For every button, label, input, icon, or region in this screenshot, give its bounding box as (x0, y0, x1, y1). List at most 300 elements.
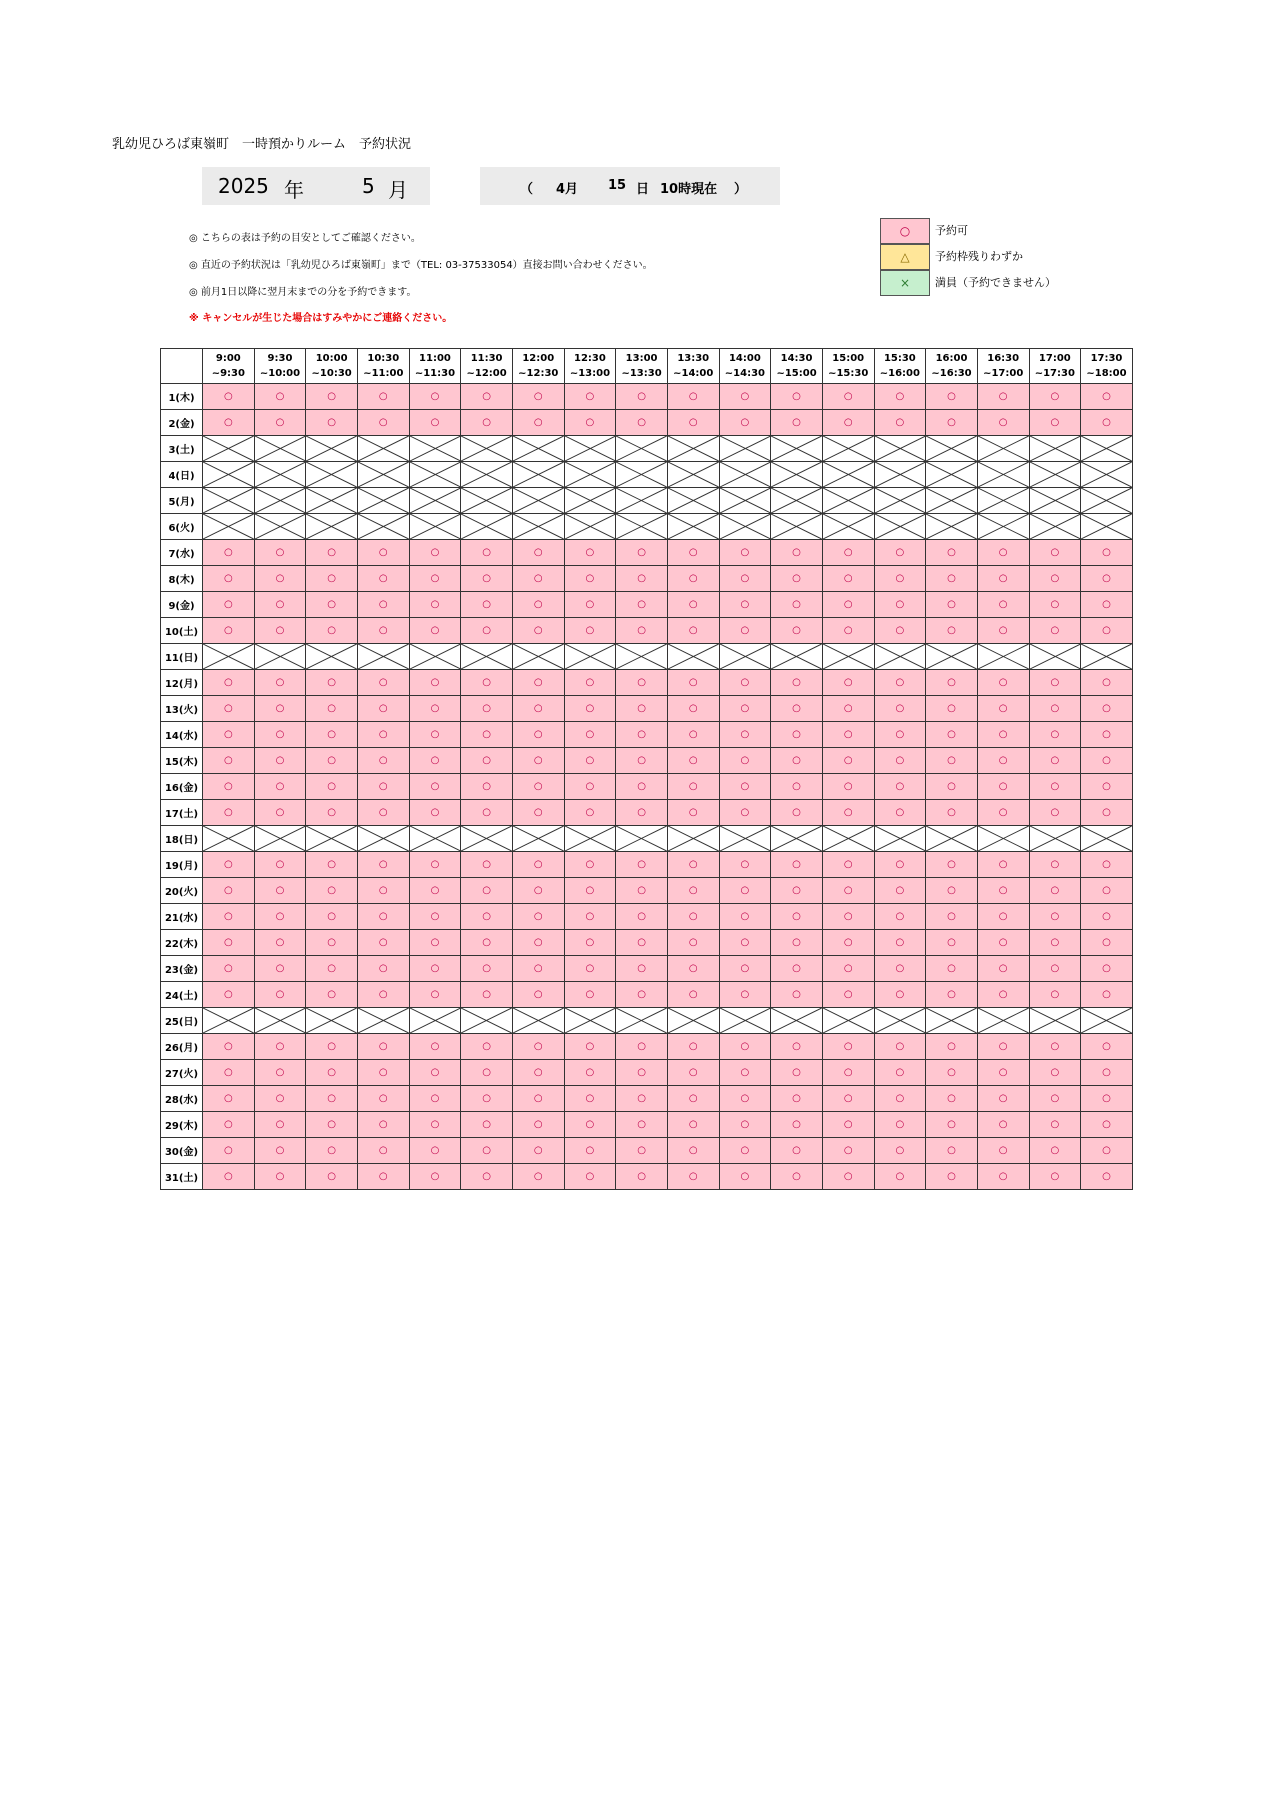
slot-end: ~11:30 (414, 368, 456, 379)
available-cell: ○ (822, 722, 874, 748)
available-cell: ○ (977, 904, 1029, 930)
table-row (161, 384, 1133, 410)
available-cell: ○ (254, 1060, 306, 1086)
available-cell: ○ (461, 982, 513, 1008)
slot-end: ~14:30 (724, 368, 765, 379)
table-row (161, 904, 1133, 930)
slot-end: ~10:00 (259, 368, 301, 379)
closed-cell (926, 514, 978, 540)
available-cell: ○ (822, 982, 874, 1008)
slot-header (203, 349, 255, 384)
available-cell: ○ (667, 1060, 719, 1086)
available-cell: ○ (203, 1112, 255, 1138)
closed-cell (564, 488, 616, 514)
available-cell: ○ (616, 1060, 668, 1086)
slot-start: 14:00 (728, 353, 761, 364)
available-cell: ○ (512, 566, 564, 592)
slot-end: ~12:00 (466, 368, 507, 379)
available-cell: ○ (771, 722, 823, 748)
available-cell: ○ (874, 956, 926, 982)
available-cell: ○ (771, 1086, 823, 1112)
available-cell: ○ (822, 566, 874, 592)
closed-cell (719, 514, 771, 540)
available-cell: ○ (926, 1060, 978, 1086)
slot-end: ~15:00 (776, 368, 817, 379)
closed-cross-icon (926, 826, 977, 851)
closed-cross-icon (306, 1008, 357, 1033)
slot-header (564, 349, 616, 384)
closed-cross-icon (461, 436, 512, 461)
available-cell: ○ (1029, 1112, 1081, 1138)
available-cell: ○ (667, 1086, 719, 1112)
closed-cell (203, 514, 255, 540)
closed-cell (357, 826, 409, 852)
closed-cross-icon (410, 514, 461, 539)
available-cell: ○ (822, 410, 874, 436)
available-cell: ○ (512, 722, 564, 748)
closed-cell (667, 488, 719, 514)
closed-cell (357, 644, 409, 670)
available-cell: ○ (461, 852, 513, 878)
available-cell: ○ (1081, 1060, 1133, 1086)
available-cell: ○ (1029, 774, 1081, 800)
available-cell: ○ (977, 618, 1029, 644)
available-cell: ○ (926, 384, 978, 410)
slot-start: 13:30 (677, 353, 710, 364)
available-cell: ○ (926, 852, 978, 878)
available-cell: ○ (822, 1112, 874, 1138)
closed-cell (874, 514, 926, 540)
available-cell: ○ (719, 722, 771, 748)
table-row (161, 800, 1133, 826)
slot-start: 9:00 (215, 353, 241, 364)
available-cell: ○ (616, 618, 668, 644)
available-cell: ○ (667, 696, 719, 722)
available-cell: ○ (667, 384, 719, 410)
closed-cell (719, 826, 771, 852)
closed-cross-icon (978, 644, 1029, 669)
available-cell: ○ (822, 696, 874, 722)
closed-cross-icon (823, 644, 874, 669)
available-cell: ○ (926, 956, 978, 982)
closed-cell (409, 644, 461, 670)
available-cell: ○ (564, 384, 616, 410)
available-cell: ○ (977, 1112, 1029, 1138)
available-cell: ○ (1029, 800, 1081, 826)
available-cell: ○ (564, 1112, 616, 1138)
closed-cell (719, 462, 771, 488)
available-cell: ○ (822, 878, 874, 904)
available-cell: ○ (874, 592, 926, 618)
slot-start: 13:00 (625, 353, 658, 364)
closed-cross-icon (1081, 514, 1132, 539)
day-label: 2(金) (161, 410, 203, 436)
closed-cross-icon (513, 826, 564, 851)
available-cell: ○ (306, 1164, 358, 1190)
available-cell: ○ (977, 774, 1029, 800)
available-cell: ○ (254, 748, 306, 774)
closed-cell (771, 644, 823, 670)
day-label: 28(水) (161, 1086, 203, 1112)
closed-cell (719, 488, 771, 514)
available-cell: ○ (564, 410, 616, 436)
closed-cross-icon (1030, 436, 1081, 461)
available-cell: ○ (306, 930, 358, 956)
available-cell: ○ (616, 774, 668, 800)
available-cell: ○ (822, 956, 874, 982)
slot-start: 16:00 (935, 353, 968, 364)
closed-cell (977, 488, 1029, 514)
available-cell: ○ (719, 852, 771, 878)
day-label: 8(木) (161, 566, 203, 592)
closed-cell (254, 644, 306, 670)
available-cell: ○ (719, 410, 771, 436)
available-cell: ○ (512, 956, 564, 982)
available-cell: ○ (719, 384, 771, 410)
available-cell: ○ (1029, 618, 1081, 644)
closed-cell (977, 514, 1029, 540)
available-cell: ○ (719, 748, 771, 774)
closed-cell (512, 1008, 564, 1034)
closed-cell (461, 488, 513, 514)
slot-start: 15:00 (832, 353, 865, 364)
available-cell: ○ (409, 878, 461, 904)
available-cell: ○ (719, 618, 771, 644)
available-cell: ○ (1029, 1034, 1081, 1060)
available-cell: ○ (822, 1138, 874, 1164)
available-cell: ○ (203, 800, 255, 826)
closed-cell (564, 1008, 616, 1034)
available-cell: ○ (512, 592, 564, 618)
slot-start: 10:00 (315, 353, 348, 364)
closed-cell (771, 488, 823, 514)
available-cell: ○ (719, 670, 771, 696)
slot-end: ~12:30 (518, 368, 559, 379)
table-row (161, 618, 1133, 644)
available-cell: ○ (771, 1034, 823, 1060)
legend-symbol-2: × (880, 270, 930, 296)
closed-cross-icon (616, 436, 667, 461)
available-cell: ○ (306, 956, 358, 982)
available-cell: ○ (667, 904, 719, 930)
slot-start: 17:00 (1038, 353, 1071, 364)
closed-cell (1081, 514, 1133, 540)
closed-cross-icon (255, 436, 306, 461)
available-cell: ○ (719, 774, 771, 800)
closed-cross-icon (461, 488, 512, 513)
available-cell: ○ (667, 566, 719, 592)
available-cell: ○ (977, 384, 1029, 410)
closed-cross-icon (720, 644, 771, 669)
day-label: 17(土) (161, 800, 203, 826)
available-cell: ○ (357, 956, 409, 982)
available-cell: ○ (254, 1112, 306, 1138)
available-cell: ○ (616, 1086, 668, 1112)
available-cell: ○ (719, 800, 771, 826)
available-cell: ○ (254, 930, 306, 956)
closed-cross-icon (771, 644, 822, 669)
available-cell: ○ (306, 384, 358, 410)
available-cell: ○ (616, 748, 668, 774)
available-cell: ○ (1029, 1164, 1081, 1190)
day-label: 10(土) (161, 618, 203, 644)
available-cell: ○ (822, 774, 874, 800)
available-cell: ○ (616, 1112, 668, 1138)
available-cell: ○ (409, 384, 461, 410)
day-label: 6(火) (161, 514, 203, 540)
available-cell: ○ (461, 722, 513, 748)
available-cell: ○ (977, 930, 1029, 956)
slot-header (719, 349, 771, 384)
slot-header (977, 349, 1029, 384)
closed-cell (771, 462, 823, 488)
available-cell: ○ (306, 774, 358, 800)
closed-cross-icon (926, 436, 977, 461)
closed-cross-icon (513, 1008, 564, 1033)
closed-cross-icon (720, 826, 771, 851)
available-cell: ○ (771, 384, 823, 410)
available-cell: ○ (977, 566, 1029, 592)
closed-cross-icon (1030, 514, 1081, 539)
available-cell: ○ (771, 410, 823, 436)
closed-cross-icon (616, 514, 667, 539)
available-cell: ○ (564, 800, 616, 826)
available-cell: ○ (306, 566, 358, 592)
reservation-table (160, 348, 1133, 1190)
day-label: 5(月) (161, 488, 203, 514)
available-cell: ○ (1081, 410, 1133, 436)
available-cell: ○ (512, 410, 564, 436)
available-cell: ○ (977, 1034, 1029, 1060)
slot-start: 12:30 (574, 353, 606, 364)
closed-cross-icon (358, 488, 409, 513)
year-month-display (202, 167, 430, 205)
closed-cell (874, 488, 926, 514)
available-cell: ○ (822, 800, 874, 826)
available-cell: ○ (254, 566, 306, 592)
day-label: 18(日) (161, 826, 203, 852)
available-cell: ○ (719, 1112, 771, 1138)
closed-cross-icon (875, 644, 926, 669)
available-cell: ○ (667, 930, 719, 956)
available-cell: ○ (977, 592, 1029, 618)
closed-cross-icon (720, 462, 771, 487)
as-of-month: 4月 (556, 182, 579, 197)
closed-cross-icon (565, 436, 616, 461)
closed-cell (512, 644, 564, 670)
closed-cell (564, 514, 616, 540)
closed-cross-icon (358, 644, 409, 669)
closed-cell (616, 488, 668, 514)
available-cell: ○ (822, 1060, 874, 1086)
closed-cross-icon (306, 488, 357, 513)
closed-cross-icon (720, 488, 771, 513)
available-cell: ○ (926, 982, 978, 1008)
available-cell: ○ (357, 774, 409, 800)
available-cell: ○ (564, 1034, 616, 1060)
available-cell: ○ (926, 722, 978, 748)
available-cell: ○ (461, 1112, 513, 1138)
available-cell: ○ (1081, 1138, 1133, 1164)
closed-cross-icon (668, 644, 719, 669)
available-cell: ○ (564, 748, 616, 774)
available-cell: ○ (874, 878, 926, 904)
available-cell: ○ (306, 540, 358, 566)
slot-end: ~9:30 (211, 368, 245, 379)
available-cell: ○ (926, 1112, 978, 1138)
available-cell: ○ (667, 956, 719, 982)
available-cell: ○ (1029, 930, 1081, 956)
available-cell: ○ (409, 982, 461, 1008)
available-cell: ○ (822, 592, 874, 618)
closed-cell (461, 514, 513, 540)
closed-cross-icon (255, 826, 306, 851)
available-cell: ○ (306, 982, 358, 1008)
available-cell: ○ (409, 1034, 461, 1060)
available-cell: ○ (203, 540, 255, 566)
closed-cross-icon (306, 826, 357, 851)
closed-cell (357, 462, 409, 488)
closed-cross-icon (1030, 1008, 1081, 1033)
available-cell: ○ (1029, 670, 1081, 696)
available-cell: ○ (254, 722, 306, 748)
closed-cell (564, 644, 616, 670)
note-1: ◎ こちらの表は予約の目安としてご確認ください。 (189, 233, 421, 244)
closed-cross-icon (306, 436, 357, 461)
available-cell: ○ (926, 670, 978, 696)
slot-end: ~17:30 (1034, 368, 1075, 379)
available-cell: ○ (357, 1034, 409, 1060)
closed-cell (306, 1008, 358, 1034)
closed-cross-icon (926, 462, 977, 487)
closed-cross-icon (565, 1008, 616, 1033)
day-label: 22(木) (161, 930, 203, 956)
available-cell: ○ (306, 670, 358, 696)
closed-cell (874, 436, 926, 462)
closed-cross-icon (358, 1008, 409, 1033)
table-row (161, 436, 1133, 462)
available-cell: ○ (254, 774, 306, 800)
day-label: 7(水) (161, 540, 203, 566)
available-cell: ○ (822, 540, 874, 566)
available-cell: ○ (203, 852, 255, 878)
closed-cross-icon (771, 462, 822, 487)
slot-header (616, 349, 668, 384)
available-cell: ○ (926, 566, 978, 592)
available-cell: ○ (1029, 592, 1081, 618)
closed-cell (512, 462, 564, 488)
closed-cell (306, 826, 358, 852)
closed-cell (1081, 436, 1133, 462)
available-cell: ○ (461, 540, 513, 566)
available-cell: ○ (512, 670, 564, 696)
closed-cell (1029, 462, 1081, 488)
available-cell: ○ (357, 1086, 409, 1112)
available-cell: ○ (1081, 384, 1133, 410)
closed-cell (926, 436, 978, 462)
available-cell: ○ (203, 722, 255, 748)
available-cell: ○ (926, 800, 978, 826)
available-cell: ○ (306, 696, 358, 722)
closed-cross-icon (306, 514, 357, 539)
available-cell: ○ (409, 410, 461, 436)
available-cell: ○ (357, 566, 409, 592)
closed-cell (461, 644, 513, 670)
available-cell: ○ (771, 540, 823, 566)
closed-cell (719, 436, 771, 462)
available-cell: ○ (926, 592, 978, 618)
available-cell: ○ (926, 696, 978, 722)
available-cell: ○ (616, 956, 668, 982)
closed-cross-icon (978, 826, 1029, 851)
closed-cell (409, 514, 461, 540)
closed-cell (926, 462, 978, 488)
available-cell: ○ (203, 774, 255, 800)
closed-cross-icon (1030, 462, 1081, 487)
available-cell: ○ (306, 410, 358, 436)
available-cell: ○ (874, 696, 926, 722)
available-cell: ○ (1081, 1164, 1133, 1190)
closed-cell (874, 1008, 926, 1034)
available-cell: ○ (306, 904, 358, 930)
available-cell: ○ (357, 670, 409, 696)
closed-cross-icon (358, 826, 409, 851)
available-cell: ○ (719, 1034, 771, 1060)
available-cell: ○ (977, 696, 1029, 722)
closed-cross-icon (306, 644, 357, 669)
available-cell: ○ (1029, 722, 1081, 748)
available-cell: ○ (564, 696, 616, 722)
slot-header (822, 349, 874, 384)
available-cell: ○ (977, 722, 1029, 748)
closed-cell (822, 644, 874, 670)
legend-label-2: 満員（予約できません） (935, 276, 1056, 289)
available-cell: ○ (771, 852, 823, 878)
closed-cross-icon (410, 644, 461, 669)
available-cell: ○ (822, 930, 874, 956)
available-cell: ○ (306, 1138, 358, 1164)
slot-end: ~16:00 (879, 368, 920, 379)
available-cell: ○ (719, 1086, 771, 1112)
closed-cross-icon (978, 462, 1029, 487)
table-row (161, 514, 1133, 540)
available-cell: ○ (203, 410, 255, 436)
available-cell: ○ (926, 904, 978, 930)
available-cell: ○ (254, 618, 306, 644)
closed-cell (306, 488, 358, 514)
closed-cross-icon (203, 644, 254, 669)
available-cell: ○ (1081, 1034, 1133, 1060)
closed-cell (822, 514, 874, 540)
closed-cross-icon (461, 826, 512, 851)
closed-cell (461, 436, 513, 462)
available-cell: ○ (667, 540, 719, 566)
available-cell: ○ (512, 774, 564, 800)
available-cell: ○ (822, 1086, 874, 1112)
available-cell: ○ (1081, 904, 1133, 930)
as-of-day-unit: 日 (636, 182, 650, 197)
available-cell: ○ (616, 722, 668, 748)
available-cell: ○ (1081, 540, 1133, 566)
available-cell: ○ (874, 800, 926, 826)
closed-cell (203, 1008, 255, 1034)
available-cell: ○ (564, 722, 616, 748)
available-cell: ○ (616, 800, 668, 826)
available-cell: ○ (564, 1164, 616, 1190)
available-cell: ○ (461, 904, 513, 930)
available-cell: ○ (874, 410, 926, 436)
day-label: 14(水) (161, 722, 203, 748)
